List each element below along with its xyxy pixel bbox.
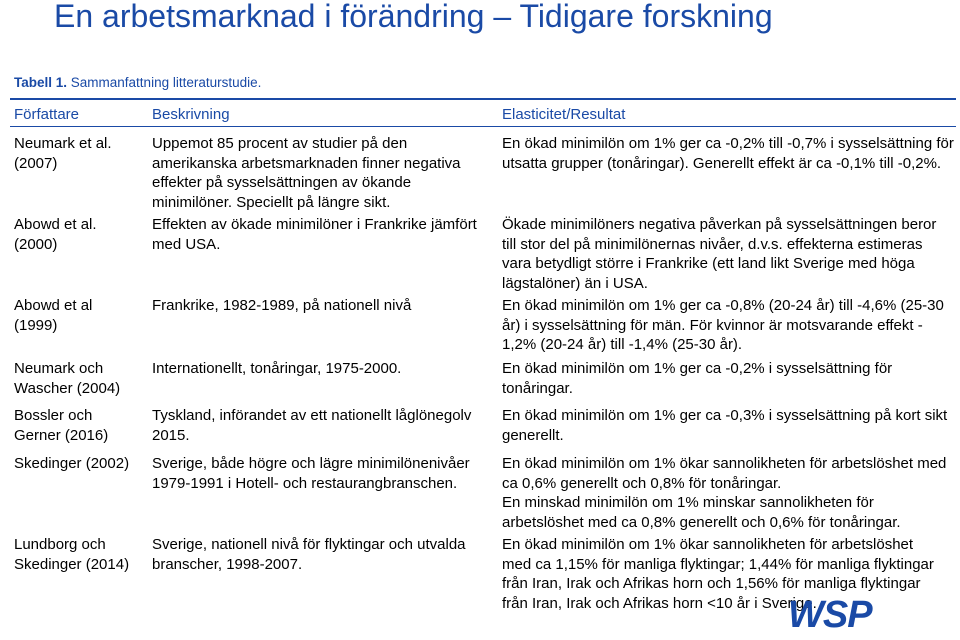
- cell-author: Skedinger (2002): [14, 455, 130, 472]
- cell-author: Neumark och Wascher (2004): [14, 360, 121, 397]
- table-caption: [14, 75, 261, 90]
- table-caption-text: Sammanfattning litteraturstudie.: [67, 75, 262, 90]
- cell-description: Frankrike, 1982-1989, på nationell nivå: [152, 297, 412, 314]
- wsp-logo: [786, 593, 914, 633]
- header-result: Elasticitet/Resultat: [502, 106, 626, 123]
- cell-author: Bossler och Gerner (2016): [14, 407, 109, 444]
- cell-description: Tyskland, införandet av ett nationellt låglönegolv 2015.: [152, 407, 472, 444]
- table-top-rule: [10, 98, 956, 100]
- page-title: En arbetsmarknad i förändring – Tidigare forskning: [54, 0, 773, 34]
- cell-author: Abowd et al (1999): [14, 297, 93, 334]
- cell-result-line: En ökad minimilön om 1% ökar sannolikheten för arbetslöshet med ca 0,6% generellt och 0,8% för tonåringar.: [502, 455, 947, 492]
- cell-author: Neumark et al. (2007): [14, 135, 112, 172]
- cell-result: Ökade minimilöners negativa påverkan på sysselsättningen beror till stor del på minimilönernas nivåer, d.v.s. effekterna estimeras vara betydligt större i Frankrike (ett land likt Sverige med höga lägstalöner) än i USA.: [502, 216, 937, 292]
- cell-author: Abowd et al. (2000): [14, 216, 97, 253]
- cell-description: Effekten av ökade minimilöner i Frankrike jämfört med USA.: [152, 216, 477, 253]
- cell-result: En ökad minimilön om 1% ger ca -0,3% i sysselsättning på kort sikt generellt.: [502, 407, 948, 444]
- cell-result: [502, 454, 954, 532]
- cell-description: Uppemot 85 procent av studier på den amerikanska arbetsmarknaden finner negativa effekter på sysselsättningen av ökande minimilöner. Speciellt på längre sikt.: [152, 135, 461, 211]
- cell-author: Lundborg och Skedinger (2014): [14, 536, 130, 573]
- wsp-logo-text: WSP: [788, 594, 872, 633]
- cell-result-line: En minskad minimilön om 1% minskar sannolikheten för arbetslöshet med ca 0,8% generellt och 0,6% för tonåringar.: [502, 494, 901, 531]
- cell-description: Internationellt, tonåringar, 1975-2000.: [152, 360, 402, 377]
- cell-result: En ökad minimilön om 1% ger ca -0,2% till -0,7% i sysselsättning för utsatta grupper (tonåringar). Generellt effekt är ca -0,1% till -0,2%.: [502, 135, 954, 172]
- cell-description: Sverige, nationell nivå för flyktingar och utvalda branscher, 1998-2007.: [152, 536, 466, 573]
- header-description: Beskrivning: [152, 106, 230, 123]
- table-caption-label: Tabell 1.: [14, 75, 68, 90]
- cell-result: En ökad minimilön om 1% ger ca -0,8% (20-24 år) till -4,6% (25-30 år) i sysselsättning för män. För kvinnor är motsvarande effekt - 1,2% (20-24 år) till -1,4% (25-30 år).: [502, 297, 944, 353]
- cell-description: Sverige, både högre och lägre minimilönenivåer 1979-1991 i Hotell- och restaurangbranschen.: [152, 455, 470, 492]
- cell-result: En ökad minimilön om 1% ökar sannolikheten för arbetslöshet med ca 1,15% för manliga flyktingar; 1,44% för manliga flyktingar från Iran, Irak och Afrikas horn och 1,56% för manliga flyktingar från Iran, Irak och Afrikas horn <10 år i Sverige.: [502, 536, 934, 612]
- header-author: Författare: [14, 106, 80, 123]
- table-header-rule: [10, 126, 956, 127]
- cell-result: En ökad minimilön om 1% ger ca -0,2% i sysselsättning för tonåringar.: [502, 360, 893, 397]
